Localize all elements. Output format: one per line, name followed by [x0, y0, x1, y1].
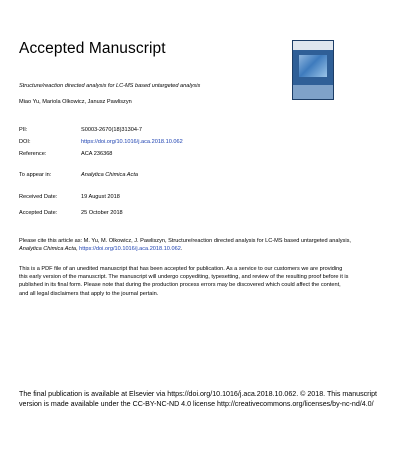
- journal-cover-image: [292, 40, 334, 100]
- citation-journal: Analytica Chimica Acta: [19, 246, 76, 253]
- page-title: Accepted Manuscript: [19, 40, 166, 57]
- license-footer: The final publication is available at Elsevier via https://doi.org/10.1016/j.aca.2018.10.062. © 2018. This manuscript version is made available under the CC-BY-NC-ND 4.0 license http://creativecommons.org/licenses/by-nc-nd/4.0/: [19, 390, 378, 408]
- article-title: Structure/reaction directed analysis for LC-MS based untargeted analysis: [19, 83, 201, 89]
- doi-label: DOI:: [19, 139, 31, 145]
- journal-name: Analytica Chimica Acta: [81, 172, 138, 178]
- pii-value: S0003-2670(18)31304-7: [81, 127, 142, 133]
- appear-label: To appear in:: [19, 172, 52, 178]
- reference-value: ACA 236368: [81, 151, 113, 157]
- received-label: Received Date:: [19, 194, 58, 200]
- citation-text: Please cite this article as: M. Yu, M. Olkowicz, J. Pawliszyn, Structure/reaction directed analysis for LC-MS based untargeted analysis,: [19, 238, 351, 244]
- author-list: Miao Yu, Mariola Olkowicz, Janusz Pawliszyn: [19, 99, 132, 105]
- citation-doi-link[interactable]: https://doi.org/10.1016/j.aca.2018.10.062: [79, 246, 181, 253]
- accepted-label: Accepted Date:: [19, 210, 58, 216]
- citation-separator: ,: [76, 246, 80, 253]
- accepted-date: 25 October 2018: [81, 210, 123, 216]
- pii-label: PII:: [19, 127, 28, 133]
- citation-end: .: [180, 246, 183, 253]
- reference-label: Reference:: [19, 151, 47, 157]
- citation-paragraph: [19, 237, 351, 253]
- doi-link[interactable]: https://doi.org/10.1016/j.aca.2018.10.062: [81, 139, 183, 145]
- disclaimer-paragraph: This is a PDF file of an unedited manuscript that has been accepted for publication. As a service to our customers we are providing this early version of the manuscript. The manuscript will undergo copyediting, typesetting, and review of the resulting proof before it is published in its final form. Please note that during the production process errors may be discovered which could affect the content, and all legal disclaimers that apply to the journal pertain.: [19, 266, 349, 297]
- received-date: 19 August 2018: [81, 194, 120, 200]
